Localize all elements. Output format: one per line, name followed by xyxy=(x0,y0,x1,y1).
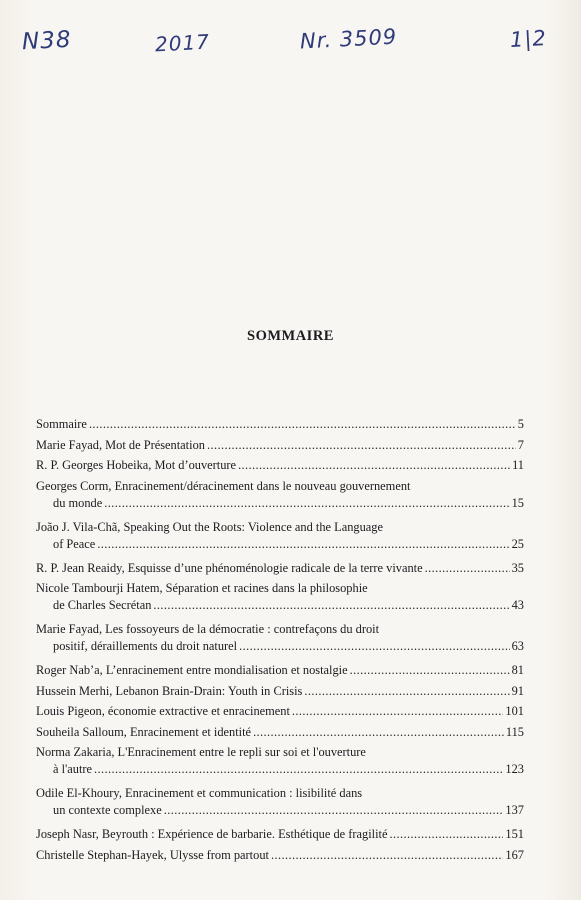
toc-entry xyxy=(36,847,524,868)
toc-page-number: 137 xyxy=(505,803,524,817)
toc-entry xyxy=(36,662,524,683)
toc-entry xyxy=(36,457,524,478)
toc-page-number: 25 xyxy=(511,536,524,551)
dot-leader xyxy=(207,437,516,454)
toc-entry-title: Marie Fayad, Les fossoyeurs de la démocratie : contrefaçons du droit xyxy=(36,622,380,636)
toc-page-number: 101 xyxy=(505,704,524,718)
dot-leader xyxy=(164,802,504,819)
table-of-contents xyxy=(36,416,524,867)
toc-entry-title-continuation: positif, déraillements du droit naturel xyxy=(53,639,238,653)
toc-page-number: 91 xyxy=(511,683,524,698)
toc-page-number: 167 xyxy=(505,847,524,862)
toc-entry xyxy=(36,621,524,662)
toc-entry-title-continuation: un contexte complexe xyxy=(53,803,162,817)
toc-entry xyxy=(36,478,524,519)
dot-leader xyxy=(304,683,509,700)
toc-entry-title-continuation: of Peace xyxy=(53,536,96,551)
toc-page-number: 123 xyxy=(505,762,524,776)
toc-entry-title: Souheila Salloum, Enracinement et identité xyxy=(36,724,252,739)
dot-leader xyxy=(97,536,509,553)
handwritten-annotation: N38 xyxy=(21,26,73,56)
toc-entry-title: Joseph Nasr, Beyrouth : Expérience de barbarie. Esthétique de fragilité xyxy=(36,827,388,841)
toc-entry-title: Louis Pigeon, économie extractive et enracinement xyxy=(36,704,290,718)
toc-entry-title: Marie Fayad, Mot de Présentation xyxy=(36,437,205,452)
dot-leader xyxy=(389,826,503,843)
toc-page-number: 115 xyxy=(505,724,524,739)
dot-leader xyxy=(425,560,510,577)
toc-entry-title: João J. Vila-Chã, Speaking Out the Roots: Violence and the Language xyxy=(36,519,383,534)
toc-entry-title-continuation: à l'autre xyxy=(53,762,93,776)
toc-entry-title: R. P. Georges Hobeika, Mot d’ouverture xyxy=(36,458,237,472)
toc-entry-title-continuation: de Charles Secrétan xyxy=(53,598,152,612)
toc-entry xyxy=(36,580,524,621)
toc-page-number: 11 xyxy=(512,458,524,472)
dot-leader xyxy=(104,495,509,512)
toc-entry-title: Christelle Stephan-Hayek, Ulysse from partout xyxy=(36,847,269,862)
toc-entry xyxy=(36,416,524,437)
toc-page-number: 81 xyxy=(511,663,524,677)
toc-entry xyxy=(36,703,524,724)
toc-entry xyxy=(36,826,524,847)
toc-page-number: 7 xyxy=(517,437,524,452)
toc-page-number: 5 xyxy=(517,417,524,431)
toc-entry xyxy=(36,785,524,826)
handwritten-annotation: 1|2 xyxy=(509,26,548,52)
dot-leader xyxy=(292,703,503,720)
handwritten-annotation: Nr. 3509 xyxy=(299,24,398,54)
toc-entry xyxy=(36,724,524,745)
toc-entry xyxy=(36,519,524,560)
toc-entry-title: Norma Zakaria, L'Enracinement entre le repli sur soi et l'ouverture xyxy=(36,745,366,759)
toc-page-number: 151 xyxy=(505,827,524,841)
toc-entry-title: Odile El-Khoury, Enracinement et communication : lisibilité dans xyxy=(36,786,363,800)
toc-entry xyxy=(36,437,524,458)
dot-leader xyxy=(153,597,509,614)
page-title: SOMMAIRE xyxy=(247,328,334,344)
dot-leader xyxy=(239,638,510,655)
toc-page-number: 43 xyxy=(511,598,524,612)
dot-leader xyxy=(253,724,504,741)
toc-page-number: 15 xyxy=(511,495,524,510)
toc-entry-title: Roger Nab’a, L’enracinement entre mondialisation et nostalgie xyxy=(36,663,348,677)
toc-entry-title: Hussein Merhi, Lebanon Brain-Drain: Youth in Crisis xyxy=(36,683,303,698)
toc-entry xyxy=(36,683,524,704)
toc-page-number: 35 xyxy=(511,560,524,575)
dot-leader xyxy=(94,761,503,778)
toc-entry xyxy=(36,744,524,785)
toc-entry-title: Nicole Tambourji Hatem, Séparation et racines dans la philosophie xyxy=(36,581,368,595)
dot-leader xyxy=(89,416,516,433)
dot-leader xyxy=(271,847,503,864)
toc-entry-title: R. P. Jean Reaidy, Esquisse d’une phénoménologie radicale de la terre vivante xyxy=(36,560,423,575)
toc-entry-title-continuation: du monde xyxy=(53,495,103,510)
toc-entry xyxy=(36,560,524,581)
toc-entry-title: Sommaire xyxy=(36,417,87,431)
toc-page-number: 63 xyxy=(511,639,524,653)
dot-leader xyxy=(238,457,510,474)
dot-leader xyxy=(350,662,510,679)
handwritten-annotation: 2017 xyxy=(154,29,211,57)
toc-entry-title: Georges Corm, Enracinement/déracinement dans le nouveau gouvernement xyxy=(36,478,411,493)
